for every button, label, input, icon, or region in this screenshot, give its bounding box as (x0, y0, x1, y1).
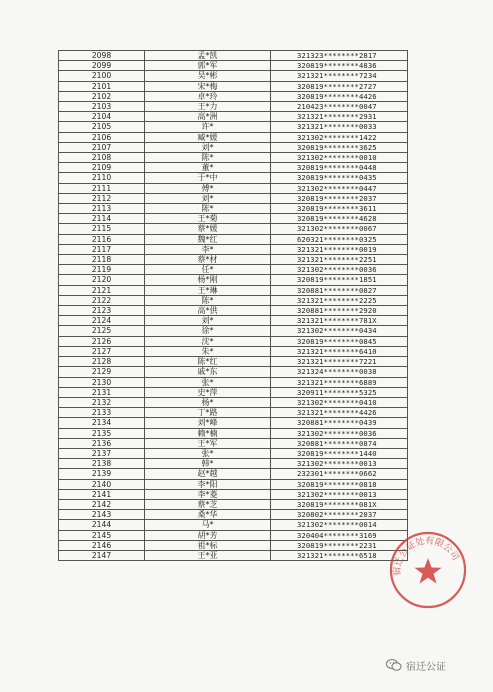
table-row (59, 193, 408, 203)
table-row (59, 255, 408, 265)
id-number-cell: 232301********0662 (271, 469, 408, 479)
table-row (59, 204, 408, 214)
table-row (59, 214, 408, 224)
seq-cell: 2121 (59, 285, 145, 295)
id-number-cell: 321321********6410 (271, 346, 408, 356)
seq-cell: 2124 (59, 316, 145, 326)
id-number-cell: 320881********0439 (271, 418, 408, 428)
table-row (59, 499, 408, 509)
id-number-cell: 320819********0818 (271, 479, 408, 489)
table-row (59, 479, 408, 489)
name-cell: 陈* (145, 153, 271, 163)
name-cell: 刘* (145, 316, 271, 326)
table-row (59, 153, 408, 163)
seq-cell: 2135 (59, 428, 145, 438)
table-row (59, 550, 408, 560)
id-number-cell: 320819********0845 (271, 336, 408, 346)
seq-cell: 2109 (59, 163, 145, 173)
seal-text: 宿迁公证处有限公司 (392, 536, 461, 576)
table-row (59, 520, 408, 530)
id-number-cell: 320404********3169 (271, 530, 408, 540)
id-number-cell: 321321********6889 (271, 377, 408, 387)
table-row (59, 428, 408, 438)
seq-cell: 2144 (59, 520, 145, 530)
table-row (59, 448, 408, 458)
table-row (59, 367, 408, 377)
name-cell: 戚*东 (145, 367, 271, 377)
seq-cell: 2122 (59, 295, 145, 305)
seq-cell: 2134 (59, 418, 145, 428)
name-cell: 朱* (145, 346, 271, 356)
seq-cell: 2145 (59, 530, 145, 540)
table-row (59, 469, 408, 479)
name-cell: 刘* (145, 142, 271, 152)
name-cell: 卓*玲 (145, 91, 271, 101)
wechat-watermark (386, 656, 446, 674)
name-cell: 陈*红 (145, 357, 271, 367)
id-number-cell: 321302********0010 (271, 153, 408, 163)
table-row (59, 142, 408, 152)
seq-cell: 2137 (59, 448, 145, 458)
id-number-cell: 320881********0874 (271, 438, 408, 448)
id-number-cell: 321302********0067 (271, 224, 408, 234)
id-number-cell: 320819********081X (271, 499, 408, 509)
name-cell: 史*萍 (145, 387, 271, 397)
id-number-cell: 320819********4426 (271, 91, 408, 101)
seq-cell: 2139 (59, 469, 145, 479)
id-number-cell: 320911********5325 (271, 387, 408, 397)
table-row (59, 306, 408, 316)
table-row (59, 91, 408, 101)
table-row (59, 102, 408, 112)
name-cell: 吴*彬 (145, 71, 271, 81)
id-number-cell: 320819********2231 (271, 540, 408, 550)
id-number-cell: 320819********3625 (271, 142, 408, 152)
id-number-cell: 320819********2727 (271, 81, 408, 91)
id-number-cell: 320819********1440 (271, 448, 408, 458)
name-cell: 桑*华 (145, 510, 271, 520)
name-cell: 臧*媛 (145, 132, 271, 142)
id-number-cell: 620321********0325 (271, 234, 408, 244)
table-row (59, 132, 408, 142)
seq-cell: 2104 (59, 112, 145, 122)
seq-cell: 2105 (59, 122, 145, 132)
table-row (59, 183, 408, 193)
id-number-cell: 321321********4426 (271, 408, 408, 418)
table-row (59, 316, 408, 326)
id-number-cell: 321302********0410 (271, 397, 408, 407)
id-number-cell: 321321********781X (271, 316, 408, 326)
id-number-cell: 321323********2817 (271, 51, 408, 61)
seq-cell: 2120 (59, 275, 145, 285)
id-number-cell: 321324********0038 (271, 367, 408, 377)
table-row (59, 377, 408, 387)
name-cell: 蔡*芝 (145, 499, 271, 509)
seq-cell: 2127 (59, 346, 145, 356)
seq-cell: 2111 (59, 183, 145, 193)
seq-cell: 2115 (59, 224, 145, 234)
name-cell: 马* (145, 520, 271, 530)
table-row (59, 224, 408, 234)
name-cell: 王*菊 (145, 214, 271, 224)
seq-cell: 2108 (59, 153, 145, 163)
name-cell: 任* (145, 265, 271, 275)
id-number-cell: 321321********2931 (271, 112, 408, 122)
name-cell: 刘* (145, 193, 271, 203)
id-number-cell: 320802********2037 (271, 510, 408, 520)
name-cell: 于*中 (145, 173, 271, 183)
seq-cell: 2118 (59, 255, 145, 265)
name-cell: 沈* (145, 336, 271, 346)
id-number-cell: 321302********0036 (271, 265, 408, 275)
name-cell: 蔡*材 (145, 255, 271, 265)
id-number-cell: 320819********4628 (271, 214, 408, 224)
table-body (59, 51, 408, 561)
name-cell: 祖*标 (145, 540, 271, 550)
name-cell: 杨* (145, 397, 271, 407)
table-row (59, 459, 408, 469)
id-number-cell: 320881********0827 (271, 285, 408, 295)
name-cell: 郭*军 (145, 61, 271, 71)
table-row (59, 81, 408, 91)
table-row (59, 275, 408, 285)
table-row (59, 418, 408, 428)
seq-cell: 2132 (59, 397, 145, 407)
id-number-cell: 321321********6518 (271, 550, 408, 560)
table-row (59, 336, 408, 346)
name-cell: 刘*峰 (145, 418, 271, 428)
seq-cell: 2123 (59, 306, 145, 316)
seq-cell: 2099 (59, 61, 145, 71)
id-number-cell: 321302********0036 (271, 428, 408, 438)
seq-cell: 2102 (59, 91, 145, 101)
id-number-cell: 320819********2037 (271, 193, 408, 203)
id-number-cell: 210423********0047 (271, 102, 408, 112)
table-row (59, 71, 408, 81)
seq-cell: 2107 (59, 142, 145, 152)
name-cell: 胡*芳 (145, 530, 271, 540)
id-number-cell: 321302********0014 (271, 520, 408, 530)
table-row (59, 530, 408, 540)
name-cell: 王*军 (145, 438, 271, 448)
table-row (59, 163, 408, 173)
id-number-cell: 320819********3611 (271, 204, 408, 214)
name-cell: 李*阳 (145, 479, 271, 489)
seq-cell: 2113 (59, 204, 145, 214)
table-row (59, 244, 408, 254)
table-row (59, 295, 408, 305)
table-row (59, 540, 408, 550)
watermark-text: 宿迁公证 (406, 661, 446, 673)
seq-cell: 2130 (59, 377, 145, 387)
table-row (59, 326, 408, 336)
name-cell: 杨*刚 (145, 275, 271, 285)
table-row (59, 234, 408, 244)
seq-cell: 2098 (59, 51, 145, 61)
name-cell: 王*琳 (145, 285, 271, 295)
name-cell: 傅* (145, 183, 271, 193)
roster-table (58, 50, 408, 561)
table-row (59, 285, 408, 295)
name-cell: 王*力 (145, 102, 271, 112)
id-number-cell: 321321********7221 (271, 357, 408, 367)
name-cell: 张* (145, 377, 271, 387)
name-cell: 赵*越 (145, 469, 271, 479)
table-row (59, 112, 408, 122)
id-number-cell: 321321********0019 (271, 244, 408, 254)
table-row (59, 489, 408, 499)
id-number-cell: 320819********1851 (271, 275, 408, 285)
seq-cell: 2128 (59, 357, 145, 367)
name-cell: 高*供 (145, 306, 271, 316)
name-cell: 许* (145, 122, 271, 132)
name-cell: 陈* (145, 295, 271, 305)
table-row (59, 173, 408, 183)
seq-cell: 2100 (59, 71, 145, 81)
seq-cell: 2129 (59, 367, 145, 377)
table-row (59, 397, 408, 407)
name-cell: 陈* (145, 204, 271, 214)
name-cell: 蔡*媛 (145, 224, 271, 234)
id-number-cell: 321321********2251 (271, 255, 408, 265)
name-cell: 徐* (145, 326, 271, 336)
id-number-cell: 321321********0033 (271, 122, 408, 132)
seq-cell: 2141 (59, 489, 145, 499)
seq-cell: 2110 (59, 173, 145, 183)
table-row (59, 510, 408, 520)
name-cell: 王*亚 (145, 550, 271, 560)
seq-cell: 2126 (59, 336, 145, 346)
seq-cell: 2133 (59, 408, 145, 418)
id-number-cell: 321302********1422 (271, 132, 408, 142)
wechat-icon (386, 658, 402, 672)
id-number-cell: 321302********0013 (271, 489, 408, 499)
seq-cell: 2147 (59, 550, 145, 560)
seq-cell: 2138 (59, 459, 145, 469)
table-row (59, 346, 408, 356)
name-cell: 高*洲 (145, 112, 271, 122)
seq-cell: 2136 (59, 438, 145, 448)
seq-cell: 2103 (59, 102, 145, 112)
seq-cell: 2119 (59, 265, 145, 275)
id-number-cell: 321321********7234 (271, 71, 408, 81)
seq-cell: 2106 (59, 132, 145, 142)
seq-cell: 2143 (59, 510, 145, 520)
table-row (59, 122, 408, 132)
table-row (59, 51, 408, 61)
table-row (59, 387, 408, 397)
seq-cell: 2116 (59, 234, 145, 244)
name-cell: 丁*路 (145, 408, 271, 418)
name-cell: 李*菱 (145, 489, 271, 499)
table-row (59, 408, 408, 418)
seq-cell: 2112 (59, 193, 145, 203)
seq-cell: 2114 (59, 214, 145, 224)
name-cell: 董* (145, 163, 271, 173)
id-number-cell: 320881********2920 (271, 306, 408, 316)
id-number-cell: 321302********0013 (271, 459, 408, 469)
name-cell: 赖*楠 (145, 428, 271, 438)
id-number-cell: 321321********2225 (271, 295, 408, 305)
name-cell: 韩* (145, 459, 271, 469)
official-seal-stamp (388, 530, 468, 610)
table-row (59, 265, 408, 275)
table-row (59, 61, 408, 71)
name-cell: 魏*红 (145, 234, 271, 244)
id-number-cell: 321302********0434 (271, 326, 408, 336)
seq-cell: 2117 (59, 244, 145, 254)
table-row (59, 438, 408, 448)
name-cell: 宋*梅 (145, 81, 271, 91)
id-number-cell: 320819********0435 (271, 173, 408, 183)
id-number-cell: 320819********4836 (271, 61, 408, 71)
seq-cell: 2140 (59, 479, 145, 489)
name-cell: 李* (145, 244, 271, 254)
seq-cell: 2131 (59, 387, 145, 397)
seq-cell: 2146 (59, 540, 145, 550)
id-number-cell: 320819********0448 (271, 163, 408, 173)
seq-cell: 2142 (59, 499, 145, 509)
name-cell: 张* (145, 448, 271, 458)
name-cell: 孟*凯 (145, 51, 271, 61)
seq-cell: 2125 (59, 326, 145, 336)
id-number-cell: 321302********0447 (271, 183, 408, 193)
table-row (59, 357, 408, 367)
seq-cell: 2101 (59, 81, 145, 91)
